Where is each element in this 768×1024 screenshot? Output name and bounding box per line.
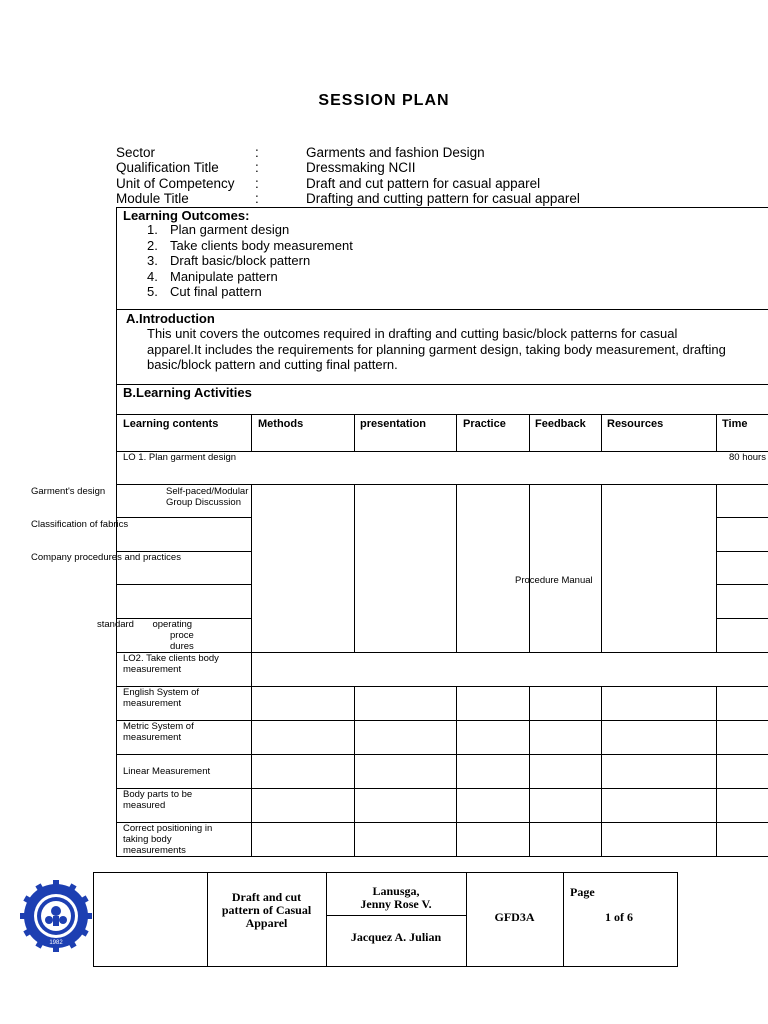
list-item: 5. Cut final pattern (147, 284, 262, 299)
column-header: presentation (360, 418, 427, 430)
footer-page-number: 1 of 6 (605, 910, 633, 924)
intro-line: basic/block pattern and cutting final pattern. (147, 357, 398, 372)
method-line: Group Discussion (166, 497, 241, 508)
page-title: SESSION PLAN (318, 92, 450, 109)
meta-sep: : (255, 190, 259, 206)
column-header: Learning contents (123, 418, 219, 430)
svg-text:1982: 1982 (49, 940, 63, 946)
meta-key: Module Title (116, 190, 189, 206)
meta-key: Sector (116, 145, 156, 160)
introduction-heading: A.Introduction (126, 311, 215, 326)
lo1-label: LO 1. Plan garment design (123, 452, 237, 463)
column-header: Time (722, 418, 748, 430)
resource-procedure-manual: Procedure Manual (515, 575, 593, 586)
footer-code: GFD3A (494, 910, 535, 924)
column-header: Resources (607, 418, 664, 430)
learning-activities-heading: B.Learning Activities (123, 385, 252, 400)
meta-value: Dressmaking NCII (306, 160, 416, 176)
meta-value: Drafting and cutting pattern for casual apparel (306, 190, 580, 206)
meta-key: Qualification Title (116, 160, 219, 176)
learning-outcomes-list (147, 222, 353, 300)
content-garments-design: Garment's design (31, 486, 106, 497)
intro-line: This unit covers the outcomes required in drafting and cutting basic/block patterns for casual (147, 326, 678, 341)
introduction-text (147, 326, 768, 373)
meta-value: Garments and fashion Design (306, 145, 485, 160)
footer-page-label: Page (570, 885, 595, 899)
list-item: 1. Plan garment design (147, 222, 290, 237)
content-standard-operating: standard operating proce dures (97, 619, 194, 652)
meta-value: Draft and cut pattern for casual apparel (306, 175, 541, 191)
list-item: 3. Draft basic/block pattern (147, 253, 311, 268)
meta-key: Unit of Competency (116, 175, 235, 191)
method-line: Self-paced/Modular (166, 486, 249, 497)
lo1-time: 80 hours (729, 452, 766, 463)
column-header: Methods (258, 418, 304, 430)
meta-sep: : (255, 145, 259, 160)
footer-author-2: Jacquez A. Julian (350, 930, 442, 944)
meta-sep: : (255, 160, 259, 176)
footer-author-1: Lanusga, Jenny Rose V. (360, 884, 432, 911)
college-logo-icon (20, 880, 92, 952)
table-row: Linear Measurement (123, 766, 211, 777)
lo2-label: LO2. Take clients body measurement (123, 653, 219, 675)
column-header: Practice (463, 418, 506, 430)
list-item: 2. Take clients body measurement (147, 237, 353, 253)
list-item: 4. Manipulate pattern (147, 268, 278, 284)
intro-line: apparel.It includes the requirements for planning garment design, taking body measurement, drafting (147, 341, 726, 357)
content-classification-fabrics: Classification of fabrics (31, 519, 129, 530)
table-row: Correct positioning in taking body measurements (123, 823, 213, 856)
footer-module-title: Draft and cut pattern of Casual Apparel (221, 890, 312, 930)
learning-outcomes-heading: Learning Outcomes: (123, 208, 250, 223)
table-row: Body parts to be measured (123, 789, 193, 811)
table-row: English System of measurement (123, 687, 200, 709)
content-company-procedures: Company procedures and practices (31, 552, 181, 563)
column-header: Feedback (535, 418, 586, 430)
meta-block (0, 145, 768, 207)
table-row: Metric System of measurement (123, 721, 194, 743)
meta-sep: : (255, 175, 259, 191)
